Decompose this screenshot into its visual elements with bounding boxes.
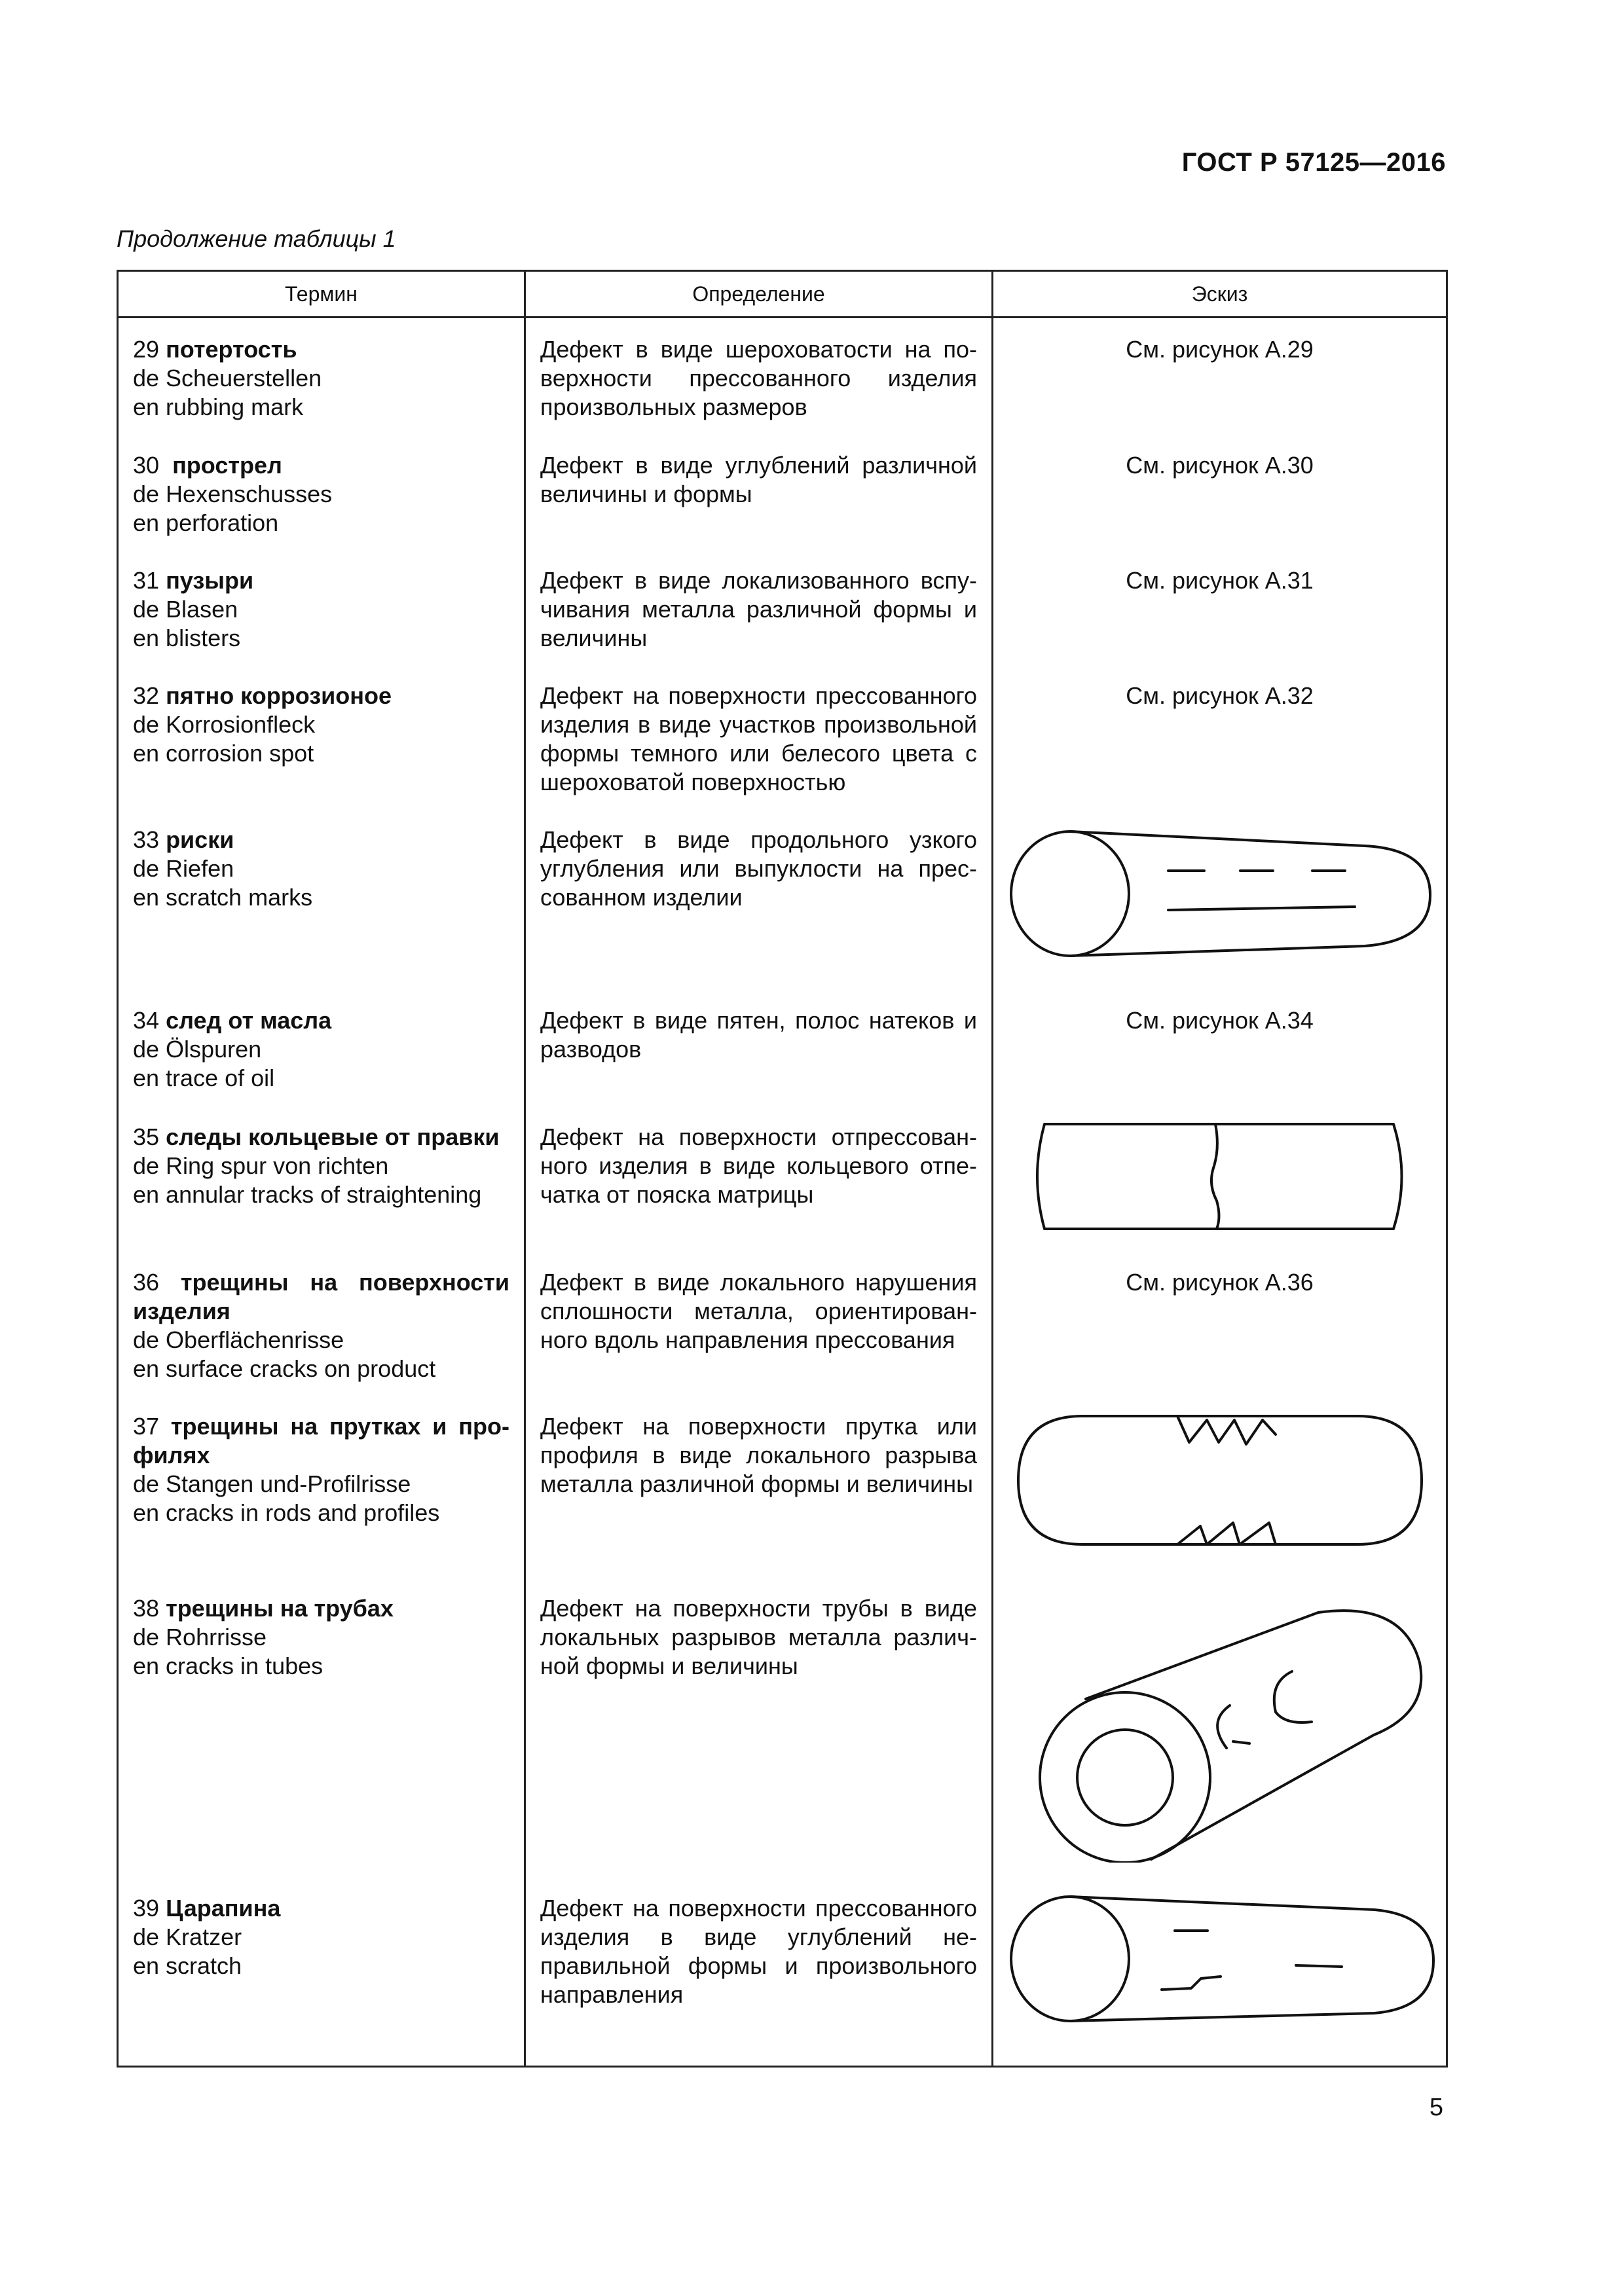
- sketch-cell: [993, 1877, 1447, 2067]
- term-en: en scratch marks: [133, 883, 313, 911]
- table-row: [118, 989, 1447, 1106]
- term-de: de Oberflächenrisse: [133, 1326, 344, 1353]
- term-ru: [133, 1894, 509, 1923]
- term-cell: [118, 1577, 525, 1877]
- term-de: de Kratzer: [133, 1923, 242, 1950]
- table-row: [118, 549, 1447, 665]
- table-row: [118, 1106, 1447, 1251]
- term-ru: [133, 1006, 509, 1035]
- term-number: 30: [133, 451, 160, 479]
- definition-cell: Дефект на поверхности прессованного изделия в виде участков произвольной формы темного или белесого цвета с шероховатой поверхностью: [525, 665, 993, 809]
- table-row: [118, 434, 1447, 549]
- term-cell: [118, 549, 525, 665]
- sketch-reference: См. рисунок А.30: [993, 434, 1447, 549]
- definition-cell: Дефект в виде локализованного вспучивания металла различной формы и величины: [525, 549, 993, 665]
- table-header-row: [118, 271, 1447, 318]
- table-row: [118, 1395, 1447, 1577]
- term-name: риски: [166, 826, 234, 853]
- table-row: [118, 1877, 1447, 2067]
- sketch-cell: [993, 1577, 1447, 1877]
- column-header-definition: Определение: [525, 271, 993, 318]
- term-en: en cracks in rods and profiles: [133, 1499, 440, 1526]
- definition-cell: Дефект на поверхности отпрессованного изделия в виде кольцевого отпечатка от пояска матрицы: [525, 1106, 993, 1251]
- term-name: след от масла: [166, 1006, 332, 1034]
- term-en: en surface cracks on product: [133, 1355, 436, 1382]
- term-name: следы кольцевые от правки: [166, 1123, 500, 1150]
- term-ru: [133, 1268, 509, 1326]
- annular-tracks-sketch: [1030, 1119, 1410, 1237]
- sketch-cell: [993, 1395, 1447, 1577]
- sketch-cell: [993, 1106, 1447, 1251]
- tube-cracks-sketch: [1010, 1607, 1430, 1863]
- document-header: ГОСТ Р 57125—2016: [1181, 148, 1446, 177]
- term-en: en blisters: [133, 624, 241, 651]
- term-de: de Blasen: [133, 595, 238, 623]
- scratch-marks-sketch: [1008, 822, 1440, 966]
- term-de: de Stangen und-Profilrisse: [133, 1470, 411, 1497]
- term-cell: [118, 434, 525, 549]
- term-de: de Scheuerstellen: [133, 365, 322, 392]
- term-ru: [133, 335, 509, 364]
- term-en: en rubbing mark: [133, 393, 304, 420]
- definition-cell: Дефект на поверхности трубы в виде локальных разрывов металла различной формы и величины: [525, 1577, 993, 1877]
- definition-cell: Дефект на поверхности прутка или профиля в виде локального разрыва металла различной формы и величины: [525, 1395, 993, 1577]
- term-de: de Ölspuren: [133, 1035, 262, 1063]
- term-ru: [133, 1123, 509, 1152]
- column-header-sketch: Эскиз: [993, 271, 1447, 318]
- term-de: de Korrosionfleck: [133, 710, 316, 738]
- term-de: de Rohrrisse: [133, 1623, 267, 1650]
- term-number: 29: [133, 336, 160, 363]
- table-row: [118, 318, 1447, 434]
- sketch-reference: См. рисунок А.32: [993, 665, 1447, 809]
- term-name: трещины на прутках и профилях: [133, 1412, 509, 1468]
- term-cell: [118, 1395, 525, 1577]
- sketch-reference: См. рисунок А.31: [993, 549, 1447, 665]
- term-name: прострел: [172, 451, 282, 479]
- term-ru: [133, 1412, 509, 1470]
- scratch-sketch: [1008, 1890, 1440, 2028]
- definition-cell: Дефект в виде локального нарушения сплошности металла, ориентированного вдоль направления прессования: [525, 1251, 993, 1395]
- definition-cell: Дефект на поверхности прессованного изделия в виде углублений неправильной формы и произвольного направления: [525, 1877, 993, 2067]
- term-cell: [118, 1251, 525, 1395]
- term-de: de Ring spur von richten: [133, 1152, 389, 1179]
- term-cell: [118, 809, 525, 989]
- term-ru: [133, 451, 509, 480]
- term-name: трещины на поверхности изделия: [133, 1268, 509, 1324]
- term-en: en perforation: [133, 509, 279, 536]
- term-number: 38: [133, 1594, 160, 1622]
- term-ru: [133, 1594, 509, 1623]
- table-caption: Продолжение таблицы 1: [117, 225, 396, 252]
- term-en: en corrosion spot: [133, 739, 314, 767]
- term-name: трещины на трубах: [166, 1594, 394, 1622]
- term-number: 34: [133, 1006, 160, 1034]
- term-number: 35: [133, 1123, 160, 1150]
- rod-cracks-sketch: [1010, 1408, 1430, 1552]
- term-name: пятно коррозионое: [166, 682, 392, 709]
- table-row: [118, 1251, 1447, 1395]
- term-number: 31: [133, 566, 160, 594]
- term-ru: [133, 826, 509, 854]
- term-de: de Riefen: [133, 854, 234, 882]
- sketch-reference: См. рисунок А.34: [993, 989, 1447, 1106]
- definition-cell: Дефект в виде пятен, полос натеков и разводов: [525, 989, 993, 1106]
- term-name: Царапина: [166, 1894, 281, 1922]
- term-cell: [118, 318, 525, 434]
- definition-cell: Дефект в виде углублений различной величины и формы: [525, 434, 993, 549]
- definition-cell: Дефект в виде шероховатости на поверхности прессованного изделия произвольных размеров: [525, 318, 993, 434]
- term-number: 39: [133, 1894, 160, 1922]
- table-row: [118, 809, 1447, 989]
- term-cell: [118, 1877, 525, 2067]
- term-cell: [118, 1106, 525, 1251]
- term-name: потертость: [166, 336, 297, 363]
- table-row: [118, 665, 1447, 809]
- term-ru: [133, 566, 509, 595]
- definition-cell: Дефект в виде продольного узкого углубления или выпуклости на прессованном изделии: [525, 809, 993, 989]
- term-number: 33: [133, 826, 160, 853]
- term-en: en annular tracks of straightening: [133, 1180, 482, 1208]
- term-number: 37: [133, 1412, 160, 1440]
- term-number: 36: [133, 1268, 160, 1296]
- page-number: 5: [1429, 2094, 1443, 2121]
- column-header-term: Термин: [118, 271, 525, 318]
- term-cell: [118, 989, 525, 1106]
- term-de: de Hexenschusses: [133, 480, 333, 507]
- term-en: en cracks in tubes: [133, 1652, 323, 1679]
- term-number: 32: [133, 682, 160, 709]
- term-en: en scratch: [133, 1952, 242, 1979]
- term-en: en trace of oil: [133, 1064, 275, 1091]
- sketch-cell: [993, 809, 1447, 989]
- sketch-reference: См. рисунок А.29: [993, 318, 1447, 434]
- term-ru: [133, 682, 509, 710]
- table-row: [118, 1577, 1447, 1877]
- term-name: пузыри: [166, 566, 254, 594]
- term-cell: [118, 665, 525, 809]
- terms-table: [117, 270, 1448, 2068]
- sketch-reference: См. рисунок А.36: [993, 1251, 1447, 1395]
